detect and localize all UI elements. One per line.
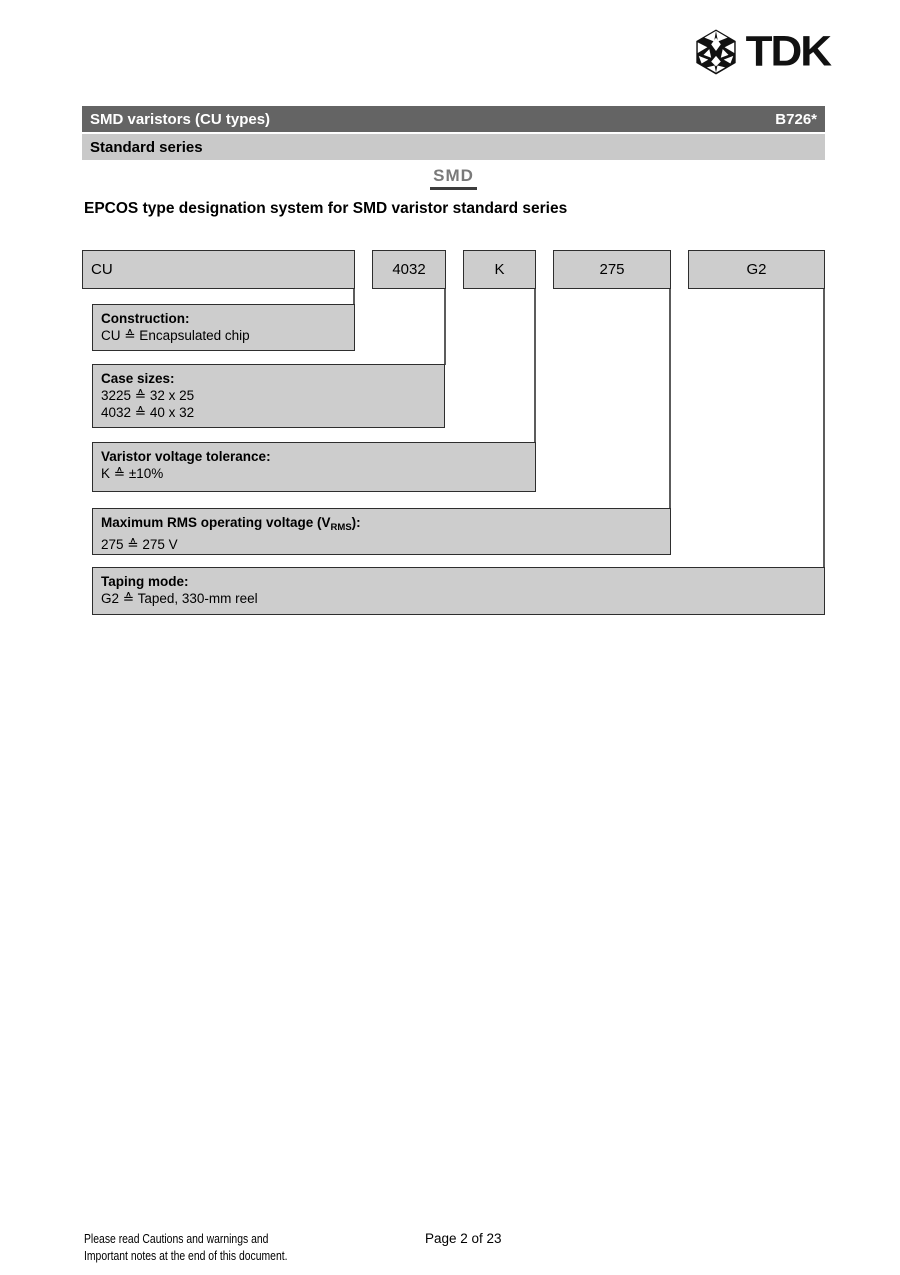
footer-note-line2: Important notes at the end of this document. xyxy=(84,1248,288,1263)
code-box-tolerance xyxy=(463,250,536,289)
explanation-line: G2 ≙ Taped, 330-mm reel xyxy=(101,591,258,606)
group-title-row xyxy=(82,166,825,190)
header-bar xyxy=(82,106,825,132)
explanation-box-taping xyxy=(92,567,825,615)
connector-line-construction xyxy=(353,289,355,305)
explanation-line: CU ≙ Encapsulated chip xyxy=(101,328,250,343)
connector-line-voltage xyxy=(669,289,671,509)
page-number: Page 2 of 23 xyxy=(425,1231,502,1246)
explanation-title: Taping mode: xyxy=(101,574,189,589)
code-box-construction xyxy=(82,250,355,289)
tdk-wordmark: TDK xyxy=(745,28,830,76)
group-title: SMD xyxy=(430,166,477,190)
explanation-line: 275 ≙ 275 V xyxy=(101,537,178,552)
explanation-title: Maximum RMS operating voltage $(V_{RMS})$: xyxy=(101,515,361,533)
code-box-case-size xyxy=(372,250,446,289)
code-label: 4032 xyxy=(392,261,426,278)
code-box-taping xyxy=(688,250,825,289)
explanation-line: K ≙ ±10% xyxy=(101,466,164,481)
connector-line-taping xyxy=(823,289,825,568)
tdk-logo xyxy=(688,28,830,76)
code-label: K xyxy=(494,261,505,278)
doc-number: B726* xyxy=(775,110,817,128)
series-bar xyxy=(82,134,825,160)
explanation-title: Case sizes: xyxy=(101,371,175,386)
explanation-title: Varistor voltage tolerance: xyxy=(101,449,271,464)
page-title: EPCOS type designation system for SMD varistor standard series xyxy=(84,200,568,217)
footer-caution-note xyxy=(84,1230,288,1264)
explanation-box-rms-voltage xyxy=(92,508,671,555)
series-title: Standard series xyxy=(90,138,203,156)
header-title: SMD varistors (CU types) xyxy=(90,110,271,128)
code-label: G2 xyxy=(746,261,767,278)
explanation-title: Construction: xyxy=(101,311,190,326)
explanation-box-tolerance xyxy=(92,442,536,492)
explanation-box-construction xyxy=(92,304,355,351)
code-label: 275 xyxy=(599,261,625,278)
tdk-emblem-icon xyxy=(688,28,744,76)
code-label: CU xyxy=(91,261,113,278)
explanation-line: 3225 ≙ 32 x 25 xyxy=(101,388,195,403)
code-box-voltage xyxy=(553,250,671,289)
connector-line-tolerance xyxy=(534,289,536,443)
footer-note-line1: Please read Cautions and warnings and xyxy=(84,1231,269,1246)
connector-line-case-size xyxy=(444,289,446,365)
explanation-box-case-sizes xyxy=(92,364,445,428)
explanation-line: 4032 ≙ 40 x 32 xyxy=(101,405,195,420)
rms-subscript: RMS xyxy=(330,522,352,533)
